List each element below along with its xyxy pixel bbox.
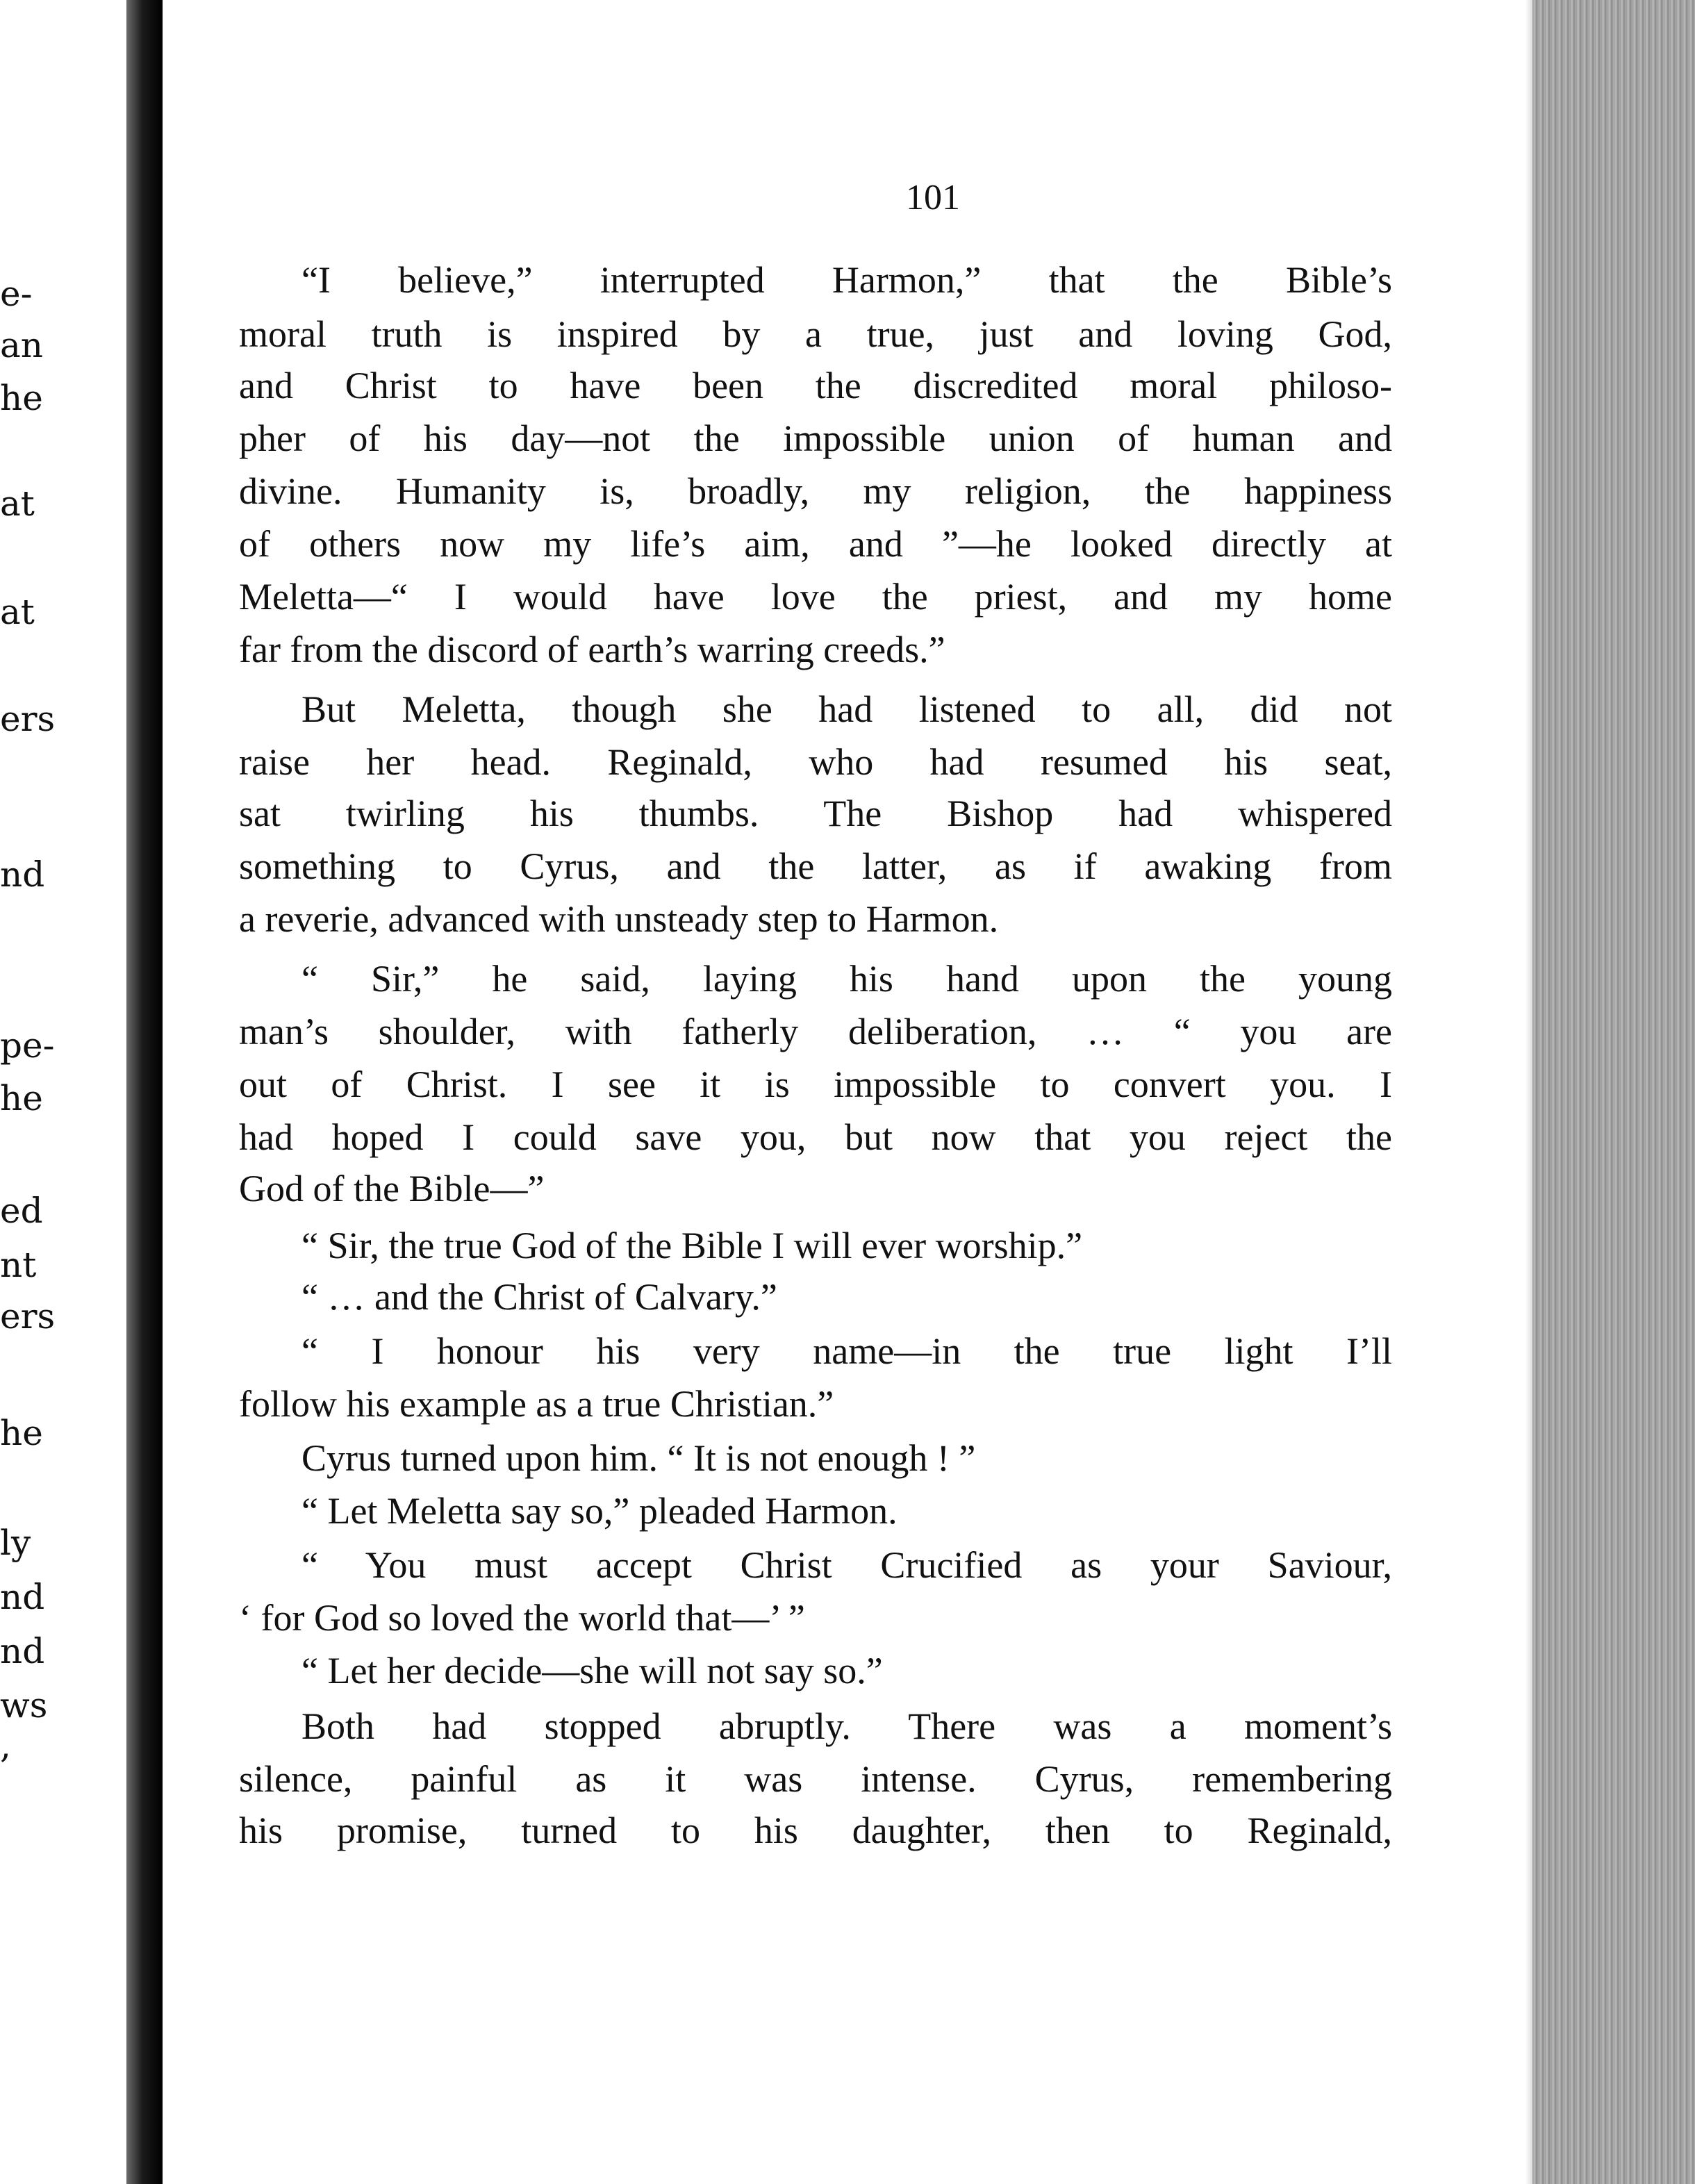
- left-page-fragment: ly: [0, 1523, 31, 1563]
- text-line: something to Cyrus, and the latter, as if awaking from: [239, 845, 1392, 887]
- left-page-fragment: he: [0, 1078, 43, 1118]
- text-line: his promise, turned to his daughter, then to Reginald,: [239, 1810, 1392, 1851]
- text-line: pher of his day—not the impossible union of human and: [239, 417, 1392, 459]
- left-page-fragment: ers: [0, 1296, 56, 1337]
- left-page-fragment: an: [0, 325, 44, 365]
- text-line: “ Let Meletta say so,” pleaded Harmon.: [301, 1490, 898, 1532]
- left-page-fragment: he: [0, 378, 43, 418]
- left-page-fragment: nd: [0, 854, 45, 895]
- text-line: divine. Humanity is, broadly, my religion, the happiness: [239, 470, 1392, 512]
- text-line: moral truth is inspired by a true, just and loving God,: [239, 313, 1392, 355]
- text-line: “ You must accept Christ Crucified as your Saviour,: [301, 1544, 1392, 1586]
- text-line: “I believe,” interrupted Harmon,” that the Bible’s: [301, 259, 1392, 301]
- left-page-fragment: nd: [0, 1577, 45, 1617]
- left-page-fragment: ,: [0, 1726, 11, 1766]
- page-edge-stack: [1532, 0, 1695, 2184]
- left-page-fragment: he: [0, 1413, 43, 1453]
- text-line: Meletta—“ I would have love the priest, and my home: [239, 576, 1392, 618]
- left-page-fragment: e-: [0, 274, 33, 314]
- left-page-fragment: ed: [0, 1191, 43, 1231]
- left-page-fragment: nt: [0, 1245, 37, 1285]
- left-page-fragment: ws: [0, 1685, 48, 1726]
- text-line: “ Sir,” he said, laying his hand upon the young: [301, 958, 1392, 1000]
- text-line: raise her head. Reginald, who had resumed his seat,: [239, 741, 1392, 783]
- text-line: “ Let her decide—she will not say so.”: [301, 1650, 883, 1691]
- text-line: Cyrus turned upon him. “ It is not enough ! ”: [301, 1437, 976, 1479]
- text-line: of others now my life’s aim, and ”—he looked directly at: [239, 523, 1392, 565]
- left-page-fragment: at: [0, 592, 35, 632]
- text-line: sat twirling his thumbs. The Bishop had whispered: [239, 793, 1392, 834]
- book-gutter: [126, 0, 163, 2184]
- left-page-fragment: pe-: [0, 1025, 55, 1066]
- text-line: out of Christ. I see it is impossible to convert you. I: [239, 1064, 1392, 1105]
- left-page-fragment: at: [0, 483, 35, 524]
- left-page-fragment: nd: [0, 1631, 45, 1671]
- text-line: “ … and the Christ of Calvary.”: [301, 1276, 777, 1318]
- text-line: ‘ for God so loved the world that—’ ”: [239, 1597, 805, 1639]
- text-line: But Meletta, though she had listened to all, did not: [301, 688, 1392, 730]
- text-line: had hoped I could save you, but now that you reject the: [239, 1116, 1392, 1158]
- text-line: silence, painful as it was intense. Cyrus, remembering: [239, 1758, 1392, 1800]
- text-line: “ Sir, the true God of the Bible I will ever worship.”: [301, 1225, 1083, 1266]
- left-page-fragment: ers: [0, 699, 56, 739]
- text-line: follow his example as a true Christian.”: [239, 1383, 834, 1425]
- text-line: far from the discord of earth’s warring creeds.”: [239, 629, 945, 670]
- text-line: God of the Bible—”: [239, 1168, 545, 1209]
- left-facing-page: [0, 0, 125, 2184]
- text-line: man’s shoulder, with fatherly deliberation, … “ you are: [239, 1011, 1392, 1052]
- text-line: “ I honour his very name—in the true light I’ll: [301, 1330, 1392, 1372]
- text-line: Both had stopped abruptly. There was a moment’s: [301, 1705, 1392, 1747]
- page-number: 101: [906, 178, 960, 217]
- book-page: [163, 0, 1532, 2184]
- text-line: and Christ to have been the discredited moral philoso-: [239, 365, 1392, 406]
- text-line: a reverie, advanced with unsteady step to Harmon.: [239, 898, 999, 940]
